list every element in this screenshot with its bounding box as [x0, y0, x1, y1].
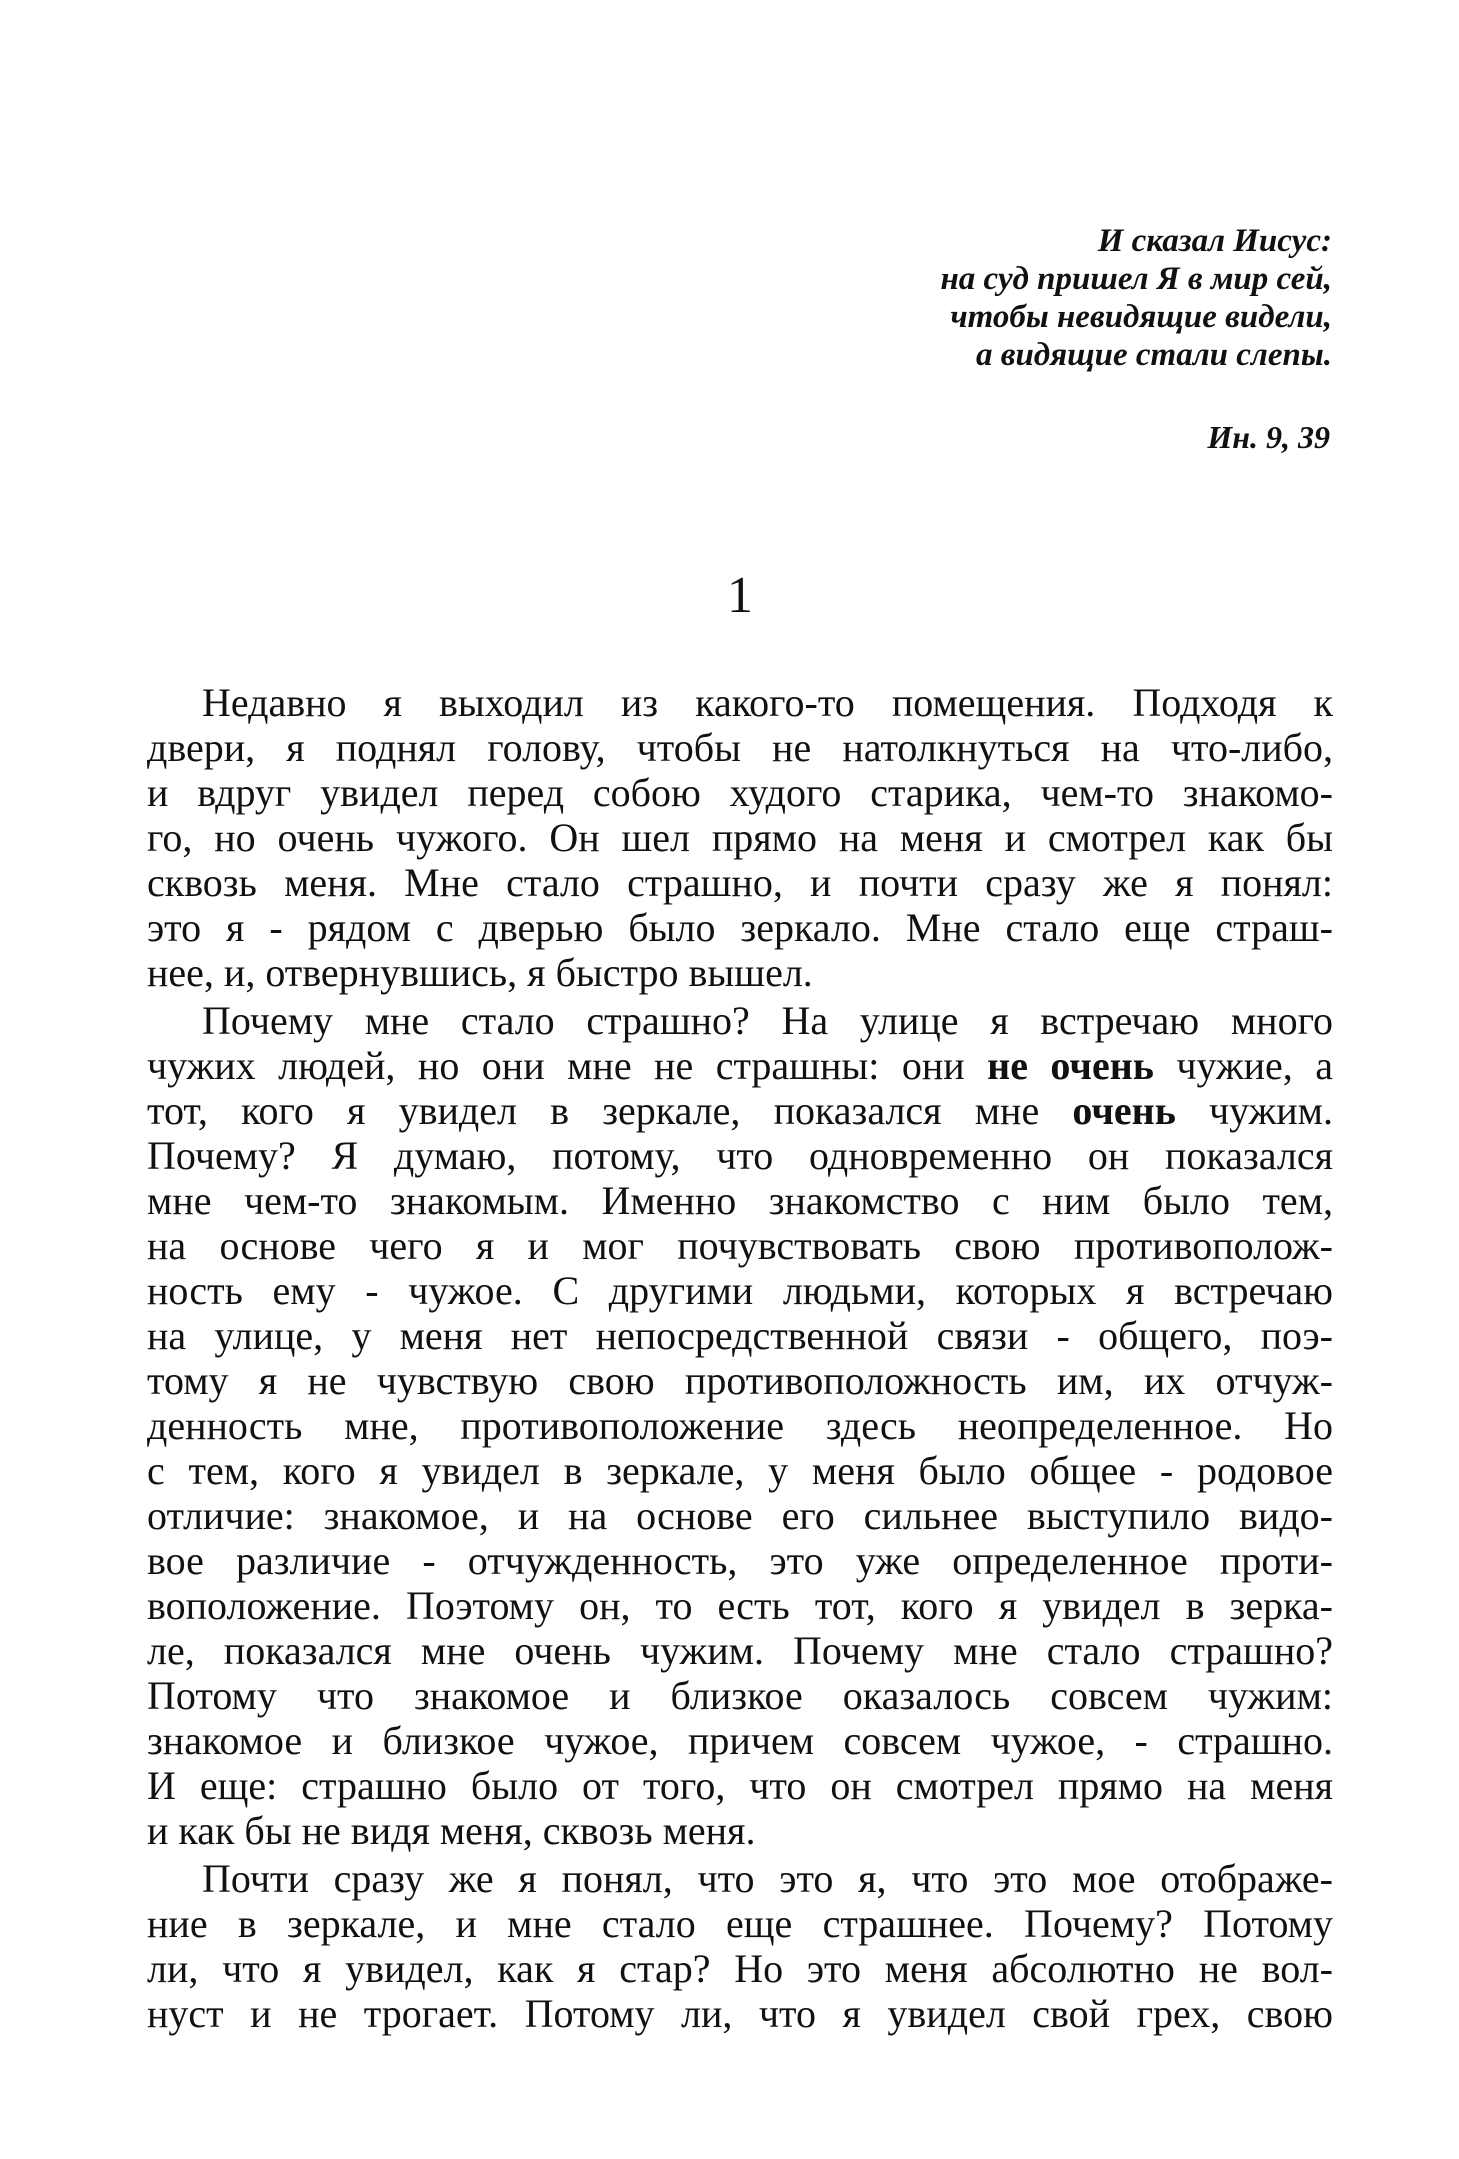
text-line: Почему? Я думаю, потому, что одновременно он показался — [147, 1133, 1333, 1178]
bold-emphasis: не очень — [987, 1043, 1154, 1088]
text-line: нее, и, отвернувшись, я быстро вышел. — [147, 950, 813, 995]
text-segment: чужих людей, но они мне не страшны: они — [147, 1043, 965, 1088]
epigraph-source: Ин. 9, 39 — [1207, 419, 1330, 455]
epigraph-line: И сказал Иисус: — [1097, 223, 1332, 259]
text-segment: чужим. — [1209, 1088, 1333, 1133]
text-line: вое различие - отчужденность, это уже определенное проти- — [147, 1538, 1333, 1583]
text-line: Потому что знакомое и близкое оказалось совсем чужим: — [147, 1673, 1333, 1718]
text-line: ность ему - чужое. С другими людьми, которых я встречаю — [147, 1268, 1333, 1313]
text-line: двери, я поднял голову, чтобы не натолкнуться на что-либо, — [147, 725, 1333, 770]
text-line: Недавно я выходил из какого-то помещения. Подходя к — [202, 680, 1333, 725]
text-line: и как бы не видя меня, сквозь меня. — [147, 1808, 756, 1853]
paragraph — [147, 680, 1333, 995]
text-line: с тем, кого я увидел в зеркале, у меня было общее - родовое — [147, 1448, 1333, 1493]
paragraph — [147, 1856, 1333, 2036]
text-line: на основе чего я и мог почувствовать свою противополож- — [147, 1223, 1333, 1268]
text-line: и вдруг увидел перед собою худого старика, чем-то знакомо- — [147, 770, 1333, 815]
text-line: Почти сразу же я понял, что это я, что это мое отображе- — [202, 1856, 1333, 1901]
text-line: ли, что я увидел, как я стар? Но это меня абсолютно не вол- — [147, 1946, 1333, 1991]
epigraph — [800, 222, 1332, 374]
text-line: Почему мне стало страшно? На улице я встречаю много — [202, 998, 1333, 1043]
text-segment: тот, кого я увидел в зеркале, показался мне — [147, 1088, 1040, 1133]
text-line: денность мне, противоположение здесь неопределенное. Но — [147, 1403, 1333, 1448]
text-line: знакомое и близкое чужое, причем совсем чужое, - страшно. — [147, 1718, 1333, 1763]
text-line: И еще: страшно было от того, что он смотрел прямо на меня — [147, 1763, 1333, 1808]
text-line: это я - рядом с дверью было зеркало. Мне стало еще страш- — [147, 905, 1333, 950]
text-segment: чужие, а — [1176, 1043, 1333, 1088]
epigraph-line: чтобы невидящие видели, — [950, 299, 1332, 335]
text-line — [147, 1043, 1333, 1088]
epigraph-line: на суд пришел Я в мир сей, — [940, 261, 1332, 297]
text-line: ле, показался мне очень чужим. Почему мне стало страшно? — [147, 1628, 1333, 1673]
chapter-number: 1 — [727, 567, 753, 624]
text-line: на улице, у меня нет непосредственной связи - общего, поэ- — [147, 1313, 1333, 1358]
body-text — [147, 680, 1333, 2036]
text-line: тому я не чувствую свою противоположность им, их отчуж- — [147, 1358, 1333, 1403]
text-line: ние в зеркале, и мне стало еще страшнее. Почему? Потому — [147, 1901, 1333, 1946]
bold-emphasis: очень — [1072, 1088, 1176, 1133]
text-line: отличие: знакомое, и на основе его сильнее выступило видо- — [147, 1493, 1333, 1538]
text-line: воположение. Поэтому он, то есть тот, кого я увидел в зерка- — [147, 1583, 1333, 1628]
text-line — [147, 1088, 1333, 1133]
text-line: мне чем-то знакомым. Именно знакомство с ним было тем, — [147, 1178, 1333, 1223]
epigraph-line: а видящие стали слепы. — [975, 337, 1332, 373]
text-line: сквозь меня. Мне стало страшно, и почти сразу же я понял: — [147, 860, 1333, 905]
text-line: го, но очень чужого. Он шел прямо на меня и смотрел как бы — [147, 815, 1333, 860]
text-line: нуст и не трогает. Потому ли, что я увидел свой грех, свою — [147, 1991, 1333, 2036]
paragraph — [147, 998, 1333, 1853]
